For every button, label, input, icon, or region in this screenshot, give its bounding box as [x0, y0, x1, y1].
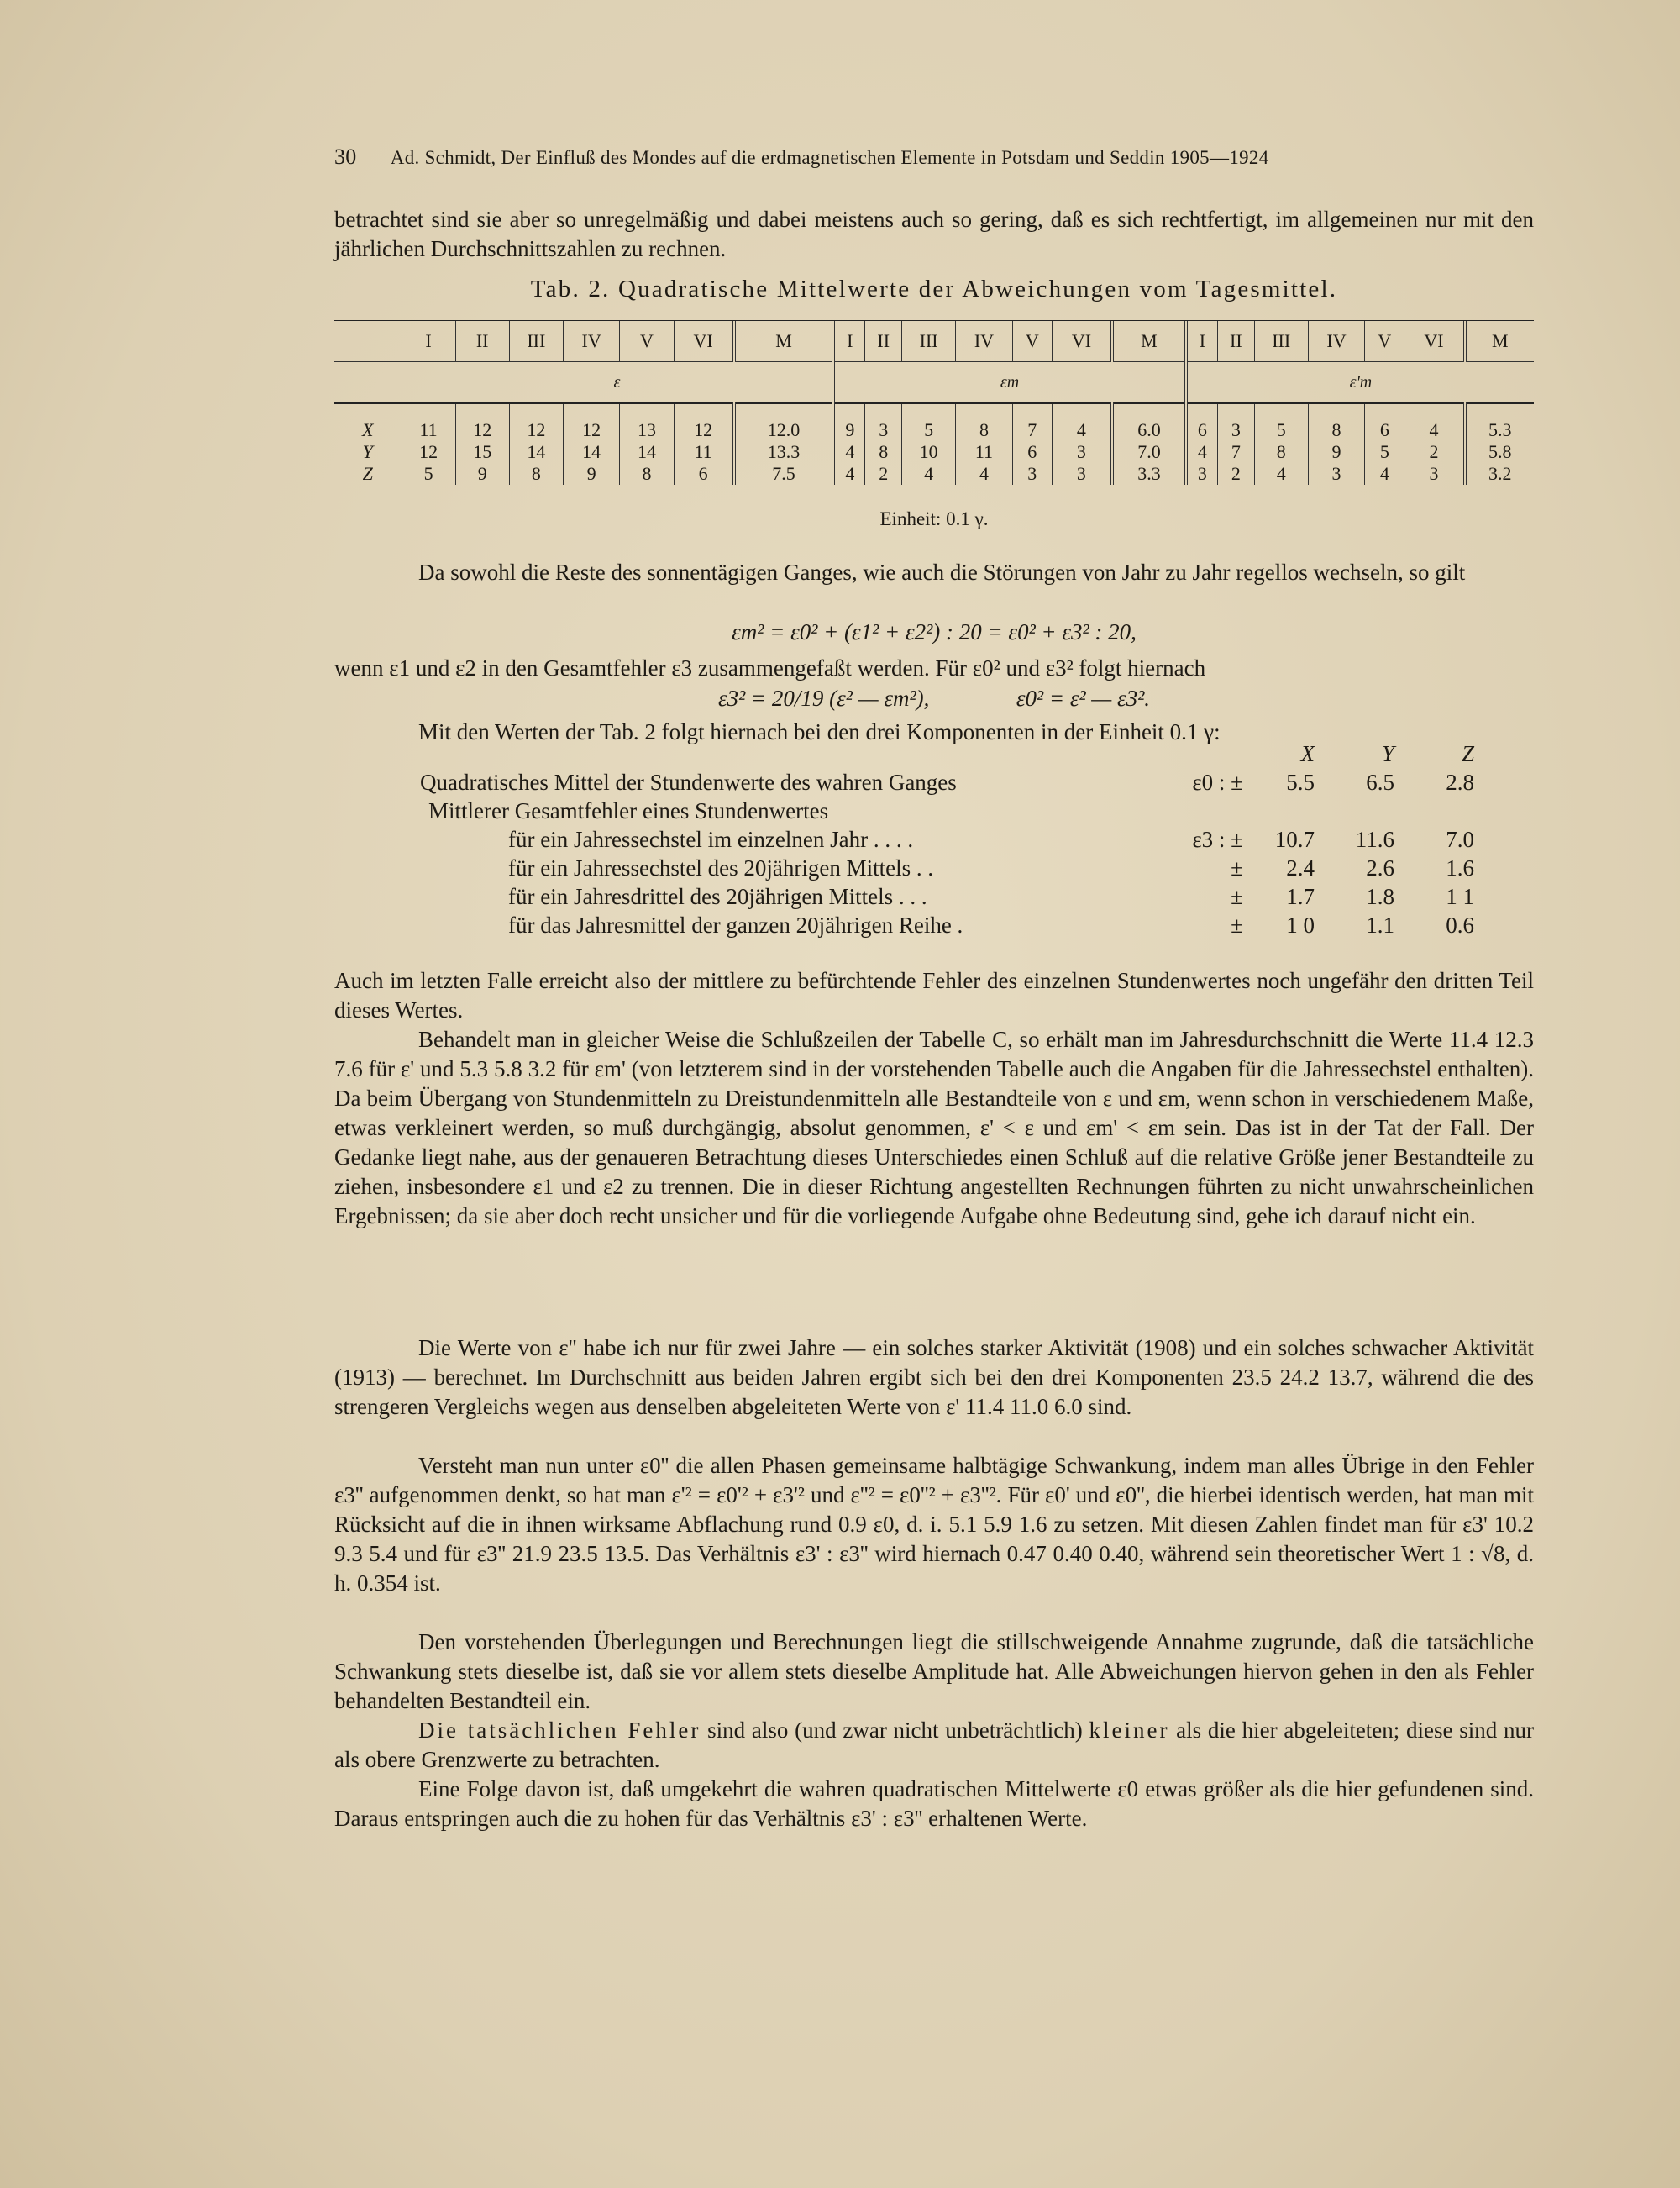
table-cell: 15: [455, 441, 509, 463]
table-cell: 3: [1404, 463, 1465, 485]
group-label: εm: [833, 362, 1186, 404]
paragraph-3: Mit den Werten der Tab. 2 folgt hiernach bei den drei Komponenten in der Einheit 0.1 γ:: [418, 719, 1221, 744]
paragraph-2: wenn ε1 und ε2 in den Gesamtfehler ε3 zusammengefaßt werden. Für ε0² und ε3² folgt hiernach: [334, 655, 1206, 681]
col-label: III: [1254, 319, 1308, 362]
results-list: [420, 739, 1512, 939]
results-label: für ein Jahresdrittel des 20jährigen Mittels . . .: [508, 884, 927, 909]
col-label: IV: [563, 319, 620, 362]
col-label: II: [1218, 319, 1255, 362]
table-cell: 4: [956, 463, 1013, 485]
col-head-y: Y: [1381, 741, 1394, 766]
results-x: 5.5: [1286, 770, 1315, 795]
results-rows: [420, 768, 1512, 939]
table-cell: 8: [865, 441, 902, 463]
col-label: III: [509, 319, 563, 362]
col-label: IV: [956, 319, 1013, 362]
table-cell: 11: [674, 441, 734, 463]
table-cell: 12.0: [734, 403, 834, 441]
results-symbol: ±: [1231, 884, 1243, 909]
table-cell: 12: [509, 403, 563, 441]
table-row: [334, 403, 1534, 441]
col-label: M: [734, 319, 834, 362]
row-label: Z: [362, 463, 373, 484]
table-cell: 14: [509, 441, 563, 463]
table-cell: 4: [1254, 463, 1308, 485]
results-x: 1 0: [1286, 913, 1315, 938]
table-cell: 3: [1052, 441, 1112, 463]
table-cell: 7.5: [734, 463, 834, 485]
table-cell: 14: [620, 441, 674, 463]
table-cell: 4: [833, 441, 865, 463]
table-cell: 4: [833, 463, 865, 485]
results-label: Mittlerer Gesamtfehler eines Stundenwertes: [428, 798, 829, 823]
table-cell: 8: [509, 463, 563, 485]
table-cell: 7: [1218, 441, 1255, 463]
table-cell: 6: [674, 463, 734, 485]
formula-2a: ε3² = 20/19 (ε² — εm²),: [717, 686, 930, 711]
text-end: als die hier abgeleiteten; diese sind nur als obere Grenzwerte zu betrachten.: [334, 1717, 1534, 1772]
results-z: 1.6: [1446, 855, 1474, 881]
formula-1: εm² = ε0² + (ε1² + ε2²) : 20 = ε0² + ε3² : 20,: [732, 619, 1137, 644]
col-head-z: Z: [1461, 741, 1474, 766]
running-header: [334, 145, 1544, 170]
col-label: II: [455, 319, 509, 362]
col-label: II: [865, 319, 902, 362]
results-y: 2.6: [1366, 855, 1394, 881]
col-label: VI: [1052, 319, 1112, 362]
results-label: Quadratisches Mittel der Stundenwerte des wahren Ganges: [420, 770, 957, 795]
table-cell: 3: [1218, 403, 1255, 441]
table-cell: 8: [620, 463, 674, 485]
results-symbol: ±: [1231, 913, 1243, 938]
table-group-row: [334, 362, 1534, 404]
table-cell: 6: [1365, 403, 1404, 441]
table-cell: 9: [1308, 441, 1365, 463]
results-y: 6.5: [1366, 770, 1394, 795]
table-cell: 9: [563, 463, 620, 485]
table-cell: 4: [1365, 463, 1404, 485]
table-cell: 2: [1218, 463, 1255, 485]
table-cell: 4: [902, 463, 956, 485]
table-cell: 12: [563, 403, 620, 441]
table-cell: 12: [455, 403, 509, 441]
table-cell: 12: [402, 441, 455, 463]
table-header-row: [334, 319, 1534, 362]
results-x: 1.7: [1286, 884, 1315, 909]
table-cell: 8: [1308, 403, 1365, 441]
table-cell: 5.8: [1465, 441, 1534, 463]
results-z: 1 1: [1446, 884, 1474, 909]
group-label: ε: [402, 362, 833, 404]
formula-2b: ε0² = ε² — ε3².: [1016, 686, 1151, 711]
table-cell: 4: [1186, 441, 1218, 463]
paragraph-4: Auch im letzten Falle erreicht also der mittlere zu befürchtende Fehler des einzelnen Stundenwertes noch ungefähr den dritten Teil dieses Wertes.: [334, 968, 1534, 1023]
col-label: VI: [674, 319, 734, 362]
col-label: VI: [1404, 319, 1465, 362]
table-cell: 5: [1254, 403, 1308, 441]
table-cell: 3: [865, 403, 902, 441]
table-cell: 6.0: [1112, 403, 1186, 441]
col-label: V: [1365, 319, 1404, 362]
table-cell: 6: [1012, 441, 1052, 463]
results-x: 10.7: [1274, 827, 1315, 852]
col-label: V: [620, 319, 674, 362]
emphasis-1: Die tatsächlichen Fehler: [418, 1717, 701, 1743]
results-symbol: ±: [1231, 855, 1243, 881]
paragraph-6: Die Werte von ε'' habe ich nur für zwei Jahre — ein solches starker Aktivität (1908) und ein solches schwacher Aktivität (1913) — berechnet. Im Durchschnitt aus beiden Jahren ergibt sich bei den drei Komponenten 23.5 24.2 13.7, während die des strengeren Vergleichs wegen aus denselben abgeleiteten Werte von ε' 11.4 11.0 6.0 sind.: [334, 1335, 1534, 1419]
results-row: [420, 911, 1512, 939]
emphasis-2: kleiner: [1089, 1717, 1170, 1743]
results-row: [420, 768, 1512, 797]
group-label: ε'm: [1186, 362, 1534, 404]
col-label: I: [1186, 319, 1218, 362]
data-table: [334, 318, 1534, 485]
table-cell: 7.0: [1112, 441, 1186, 463]
row-label: X: [362, 419, 374, 440]
results-y: 1.1: [1366, 913, 1394, 938]
col-label: I: [833, 319, 865, 362]
table-cell: 5: [902, 403, 956, 441]
table-cell: 3: [1012, 463, 1052, 485]
col-head-x: X: [1300, 741, 1315, 766]
text-mid: sind also (und zwar nicht unbeträchtlich): [701, 1717, 1089, 1743]
table-cell: 13: [620, 403, 674, 441]
col-label: III: [902, 319, 956, 362]
table-caption: Tab. 2. Quadratische Mittelwerte der Abweichungen vom Tagesmittel.: [530, 276, 1338, 302]
table-cell: 3: [1052, 463, 1112, 485]
results-row: [420, 882, 1512, 911]
table-cell: 12: [674, 403, 734, 441]
col-label: IV: [1308, 319, 1365, 362]
paragraph-1: Da sowohl die Reste des sonnentägigen Ganges, wie auch die Störungen von Jahr zu Jahr regellos wechseln, so gilt: [418, 560, 1466, 585]
col-label: V: [1012, 319, 1052, 362]
results-row: [420, 825, 1512, 854]
table-cell: 3: [1308, 463, 1365, 485]
table-cell: 5: [402, 463, 455, 485]
results-symbol: ε3 : ±: [1192, 827, 1243, 852]
paragraph-9: [334, 1716, 1534, 1775]
table-cell: 6: [1186, 403, 1218, 441]
results-y: 1.8: [1366, 884, 1394, 909]
formula-2: [334, 684, 1534, 713]
table-cell: 9: [833, 403, 865, 441]
table-body: [334, 403, 1534, 485]
paragraph-8: Den vorstehenden Überlegungen und Berechnungen liegt die stillschweigende Annahme zugrunde, daß die tatsächliche Schwankung stets dieselbe ist, daß sie vor allem stets dieselbe Amplitude hat. Alle Abweichungen hiervon gehen in den als Fehler behandelten Bestandteil ein.: [334, 1629, 1534, 1713]
table-cell: 11: [956, 441, 1013, 463]
page-number: 30: [334, 145, 357, 169]
col-label: I: [402, 319, 455, 362]
intro-paragraph: betrachtet sind sie aber so unregelmäßig und dabei meistens auch so gering, daß es sich rechtfertigt, im allgemeinen nur mit den jährlichen Durchschnittszahlen zu rechnen.: [334, 207, 1534, 261]
table-cell: 5: [1365, 441, 1404, 463]
results-z: 7.0: [1446, 827, 1474, 852]
table-cell: 2: [1404, 441, 1465, 463]
table-cell: 3.2: [1465, 463, 1534, 485]
results-label: für ein Jahressechstel im einzelnen Jahr . . . .: [508, 827, 914, 852]
table-cell: 4: [1404, 403, 1465, 441]
running-title: Ad. Schmidt, Der Einfluß des Mondes auf die erdmagnetischen Elemente in Potsdam und Seddin 1905—1924: [390, 147, 1269, 168]
table-cell: 4: [1052, 403, 1112, 441]
table-cell: 8: [1254, 441, 1308, 463]
table-cell: 11: [402, 403, 455, 441]
table-cell: 2: [865, 463, 902, 485]
table-cell: 5.3: [1465, 403, 1534, 441]
table-cell: 3.3: [1112, 463, 1186, 485]
paragraph-7: Versteht man nun unter ε0'' die allen Phasen gemeinsame halbtägige Schwankung, indem man alles Übrige in den Fehler ε3'' aufgenommen denkt, so hat man ε'² = ε0'² + ε3'² und ε''² = ε0''² + ε3''². Für ε0' und ε0'', die hierbei identisch werden, hat man mit Rücksicht auf die in ihnen wirksame Abflachung rund 0.9 ε0, d. i. 5.1 5.9 1.6 zu setzen. Mit diesen Zahlen findet man für ε3' 10.2 9.3 5.4 und für ε3'' 21.9 23.5 13.5. Das Verhältnis ε3' : ε3'' wird hiernach 0.47 0.40 0.40, während sein theoretischer Wert 1 : √8, d. h. 0.354 ist.: [334, 1453, 1534, 1596]
table-cell: 3: [1186, 463, 1218, 485]
results-x: 2.4: [1286, 855, 1315, 881]
results-symbol: ε0 : ±: [1192, 770, 1243, 795]
row-label: Y: [362, 441, 373, 462]
results-z: 2.8: [1446, 770, 1474, 795]
col-label: M: [1112, 319, 1186, 362]
results-label: für das Jahresmittel der ganzen 20jährigen Reihe .: [508, 913, 963, 938]
results-z: 0.6: [1446, 913, 1474, 938]
table-cell: 14: [563, 441, 620, 463]
table-row: [334, 441, 1534, 463]
table-cell: 7: [1012, 403, 1052, 441]
table-row: [334, 463, 1534, 485]
paragraph-5: Behandelt man in gleicher Weise die Schlußzeilen der Tabelle C, so erhält man im Jahresdurchschnitt die Werte 11.4 12.3 7.6 für ε' und 5.3 5.8 3.2 für εm' (von letzterem sind in der vorstehenden Tabelle auch die Angaben für die Jahressechstel enthalten). Da beim Übergang von Stundenmitteln zu Dreistundenmitteln alle Bestandteile von ε und εm, wenn schon in verschiedenem Maße, etwas verkleinert werden, so muß durchgängig, absolut genommen, ε' < ε und εm' < εm sein. Das ist in der Tat der Fall. Der Gedanke liegt nahe, aus der genaueren Betrachtung dieses Unterschiedes einen Schluß auf die relative Größe jener Bestandteile zu ziehen, insbesondere ε1 und ε2 zu trennen. Die in dieser Richtung angestellten Rechnungen führten zu nicht unwahrscheinlichen Ergebnissen; da sie aber doch recht unsicher und für die vorliegende Aufgabe ohne Bedeutung sind, gehe ich darauf nicht ein.: [334, 1027, 1534, 1228]
table-cell: 10: [902, 441, 956, 463]
table-cell: 9: [455, 463, 509, 485]
results-row: [420, 797, 1512, 825]
results-label: für ein Jahressechstel des 20jährigen Mittels . .: [508, 855, 934, 881]
results-header: [420, 739, 1512, 768]
results-y: 11.6: [1355, 827, 1394, 852]
results-row: [420, 854, 1512, 882]
paragraph-10: Eine Folge davon ist, daß umgekehrt die wahren quadratischen Mittelwerte ε0 etwas größer als die hier gefundenen sind. Daraus entspringen auch die zu hohen für das Verhältnis ε3' : ε3'' erhaltenen Werte.: [334, 1776, 1534, 1831]
table-unit: Einheit: 0.1 γ.: [879, 508, 989, 529]
col-label: M: [1465, 319, 1534, 362]
table-cell: 13.3: [734, 441, 834, 463]
table-cell: 8: [956, 403, 1013, 441]
